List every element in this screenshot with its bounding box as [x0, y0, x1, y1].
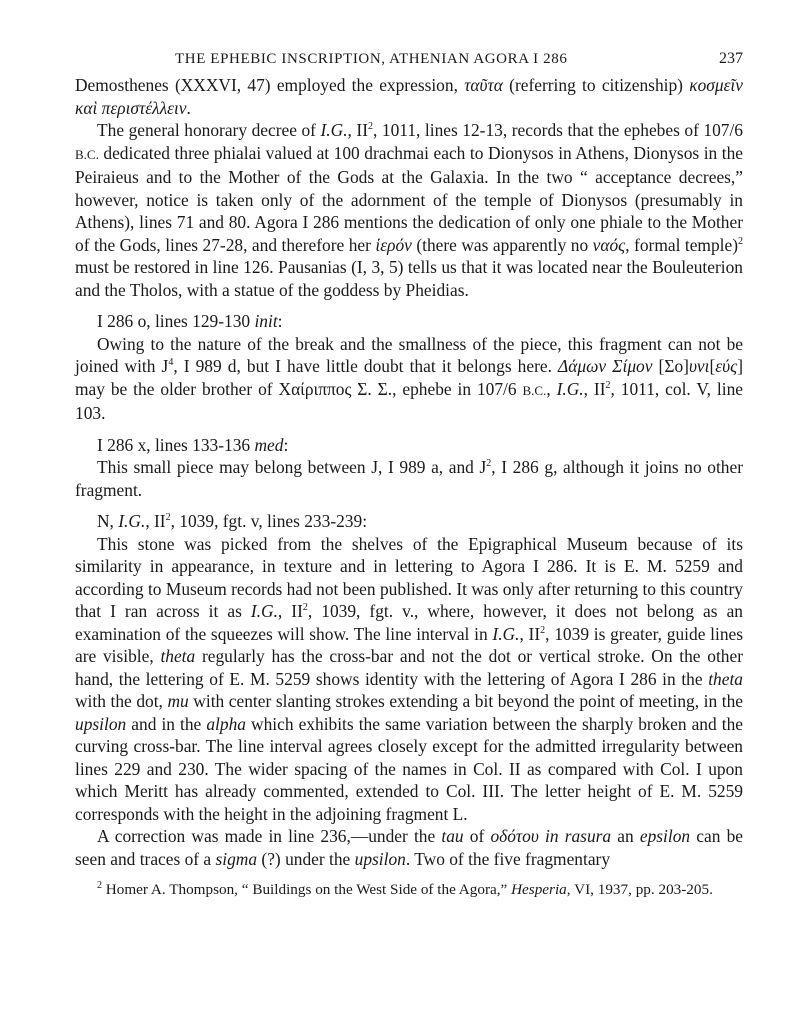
text-run: , II	[583, 378, 606, 399]
text-run: , formal temple)	[625, 234, 738, 255]
text-run: This small piece may belong between J, I 989 a, and J	[97, 457, 487, 477]
paragraph-fragment-x	[75, 456, 743, 501]
text-run: The general honorary decree of	[97, 120, 321, 140]
text-run: Homer A. Thompson, “ Buildings on the West Side of the Agora,”	[102, 881, 512, 898]
text-run: , II	[145, 511, 166, 531]
superscript: 2	[165, 512, 171, 524]
running-head: THE EPHEBIC INSCRIPTION, ATHENIAN AGORA I 286	[175, 51, 568, 67]
italic-text: ἱερόν	[375, 234, 412, 255]
text-run: dedicated three phialai valued at 100 drachmai each to Dionysos in Athens, Dionysos in the Peiraieus and to the Mother of the Gods at the Galaxia. In the two “ acceptance decrees,” however, notice is taken only of the adornment of the temple of Dionysos (presumably in Athens), lines 71 and 80. Agora I 286 mentions the dedication of only one phiale to the Mother of the Gods, lines 27-28, and therefore her	[75, 142, 743, 255]
text-run: regularly has the cross-bar and not the dot or vertical stroke. On the other hand, the lettering of E. M. 5259 shows identity with the lettering of Agora I 286 in the	[75, 646, 743, 689]
text-run: ,	[546, 378, 557, 399]
paragraph-demosthenes	[75, 74, 743, 119]
text-run: , II	[277, 601, 303, 621]
text-run: .	[186, 97, 191, 118]
text-run: I 286 x, lines 133-136	[97, 434, 255, 455]
text-run: :	[277, 311, 283, 331]
text-run: (referring to citizenship)	[502, 75, 690, 95]
text-run: (?) under the	[257, 848, 355, 869]
superscript: 4	[168, 357, 174, 369]
italic-text: Hesperia	[511, 881, 567, 898]
text-run: can be seen and traces of a	[75, 826, 743, 869]
text-run: [Σο]	[652, 356, 689, 376]
italic-text: mu	[167, 691, 189, 711]
text-run: with center slanting strokes extending a bit beyond the point of meeting, in the	[188, 691, 743, 711]
superscript: 2	[540, 624, 546, 636]
text-run: , II	[347, 120, 369, 140]
text-run: an	[611, 826, 640, 846]
text-run: , VI, 1937, pp. 203-205.	[566, 881, 713, 898]
paragraph-correction	[75, 825, 743, 870]
italic-text: upsilon	[75, 713, 127, 734]
text-run: Demosthenes (XXXVI, 47) employed the expression,	[75, 75, 465, 95]
italic-text: I.G.	[320, 120, 348, 140]
paragraph-fragment-n	[75, 533, 743, 826]
text-run: B.C.	[522, 382, 547, 398]
italic-text: υνι	[688, 356, 710, 376]
section-heading-i286-x	[75, 434, 743, 457]
italic-text: εύς	[715, 356, 738, 376]
text-run: with the dot,	[75, 691, 168, 711]
text-run: I 286 o, lines 129-130	[97, 311, 255, 331]
italic-text: ναός	[592, 234, 626, 255]
text-run: . Two of the five fragmentary	[405, 848, 611, 869]
text-run: This stone was picked from the shelves of the Epigraphical Museum because of its similarity in appearance, in texture and in lettering to Agora I 286. It is E. M. 5259 and according to Museum records had not been published. It was only after returning to this country that I ran across it as	[75, 533, 743, 621]
italic-text: I.G.	[556, 378, 584, 399]
italic-text: in rasura	[545, 826, 612, 846]
paragraph-fragment-o	[75, 333, 743, 425]
paragraph-honorary-decree	[75, 119, 743, 301]
text-run: ] may be the older brother of Χαίριππος Σ. Σ., ephebe in 107/6	[75, 356, 743, 399]
text-run: , 1011, col. V, line 103.	[75, 378, 743, 423]
text-run: :	[283, 434, 289, 455]
italic-text: theta	[160, 646, 196, 666]
text-run: A correction was made in line 236,—under the	[97, 826, 442, 846]
italic-text: Δάμων Σίμον	[558, 356, 653, 376]
superscript: 2	[738, 235, 743, 247]
italic-text: tau	[441, 826, 464, 846]
text-run: , I 989 d, but I have little doubt that it belongs here.	[173, 356, 559, 376]
text-run: N,	[97, 511, 119, 531]
text-run: (there was apparently no	[411, 234, 593, 255]
italic-text: upsilon	[354, 848, 406, 869]
italic-text: init	[254, 311, 278, 331]
italic-text: I.G.	[492, 623, 520, 644]
superscript: 2	[302, 602, 308, 614]
section-heading-i286-o	[75, 310, 743, 333]
text-run: and in the	[126, 713, 207, 734]
italic-text: οδότου	[490, 826, 539, 846]
superscript: 2	[368, 121, 374, 133]
italic-text: epsilon	[639, 826, 691, 846]
text-run: Owing to the nature of the break and the smallness of the piece, this fragment can not be joined with J	[75, 333, 743, 376]
text-run: , 1011, lines 12-13, records that the ephebes of 107/6	[373, 120, 744, 140]
page-header	[75, 48, 743, 72]
italic-text: sigma	[215, 848, 258, 869]
italic-text: alpha	[206, 713, 246, 734]
text-run: B.C.	[75, 146, 99, 162]
text-run: , 1039, fgt. v., where, however, it does not belong as an examination of the squeezes will show. The line interval in	[75, 601, 743, 644]
text-run: , 1039 is greater, guide lines are visible,	[75, 623, 744, 666]
text-run: of	[463, 826, 491, 846]
text-run: , I 286 g, although it joins no other fragment.	[75, 457, 743, 500]
italic-text: I.G.	[118, 511, 146, 531]
superscript: 2	[486, 458, 492, 470]
page-number: 237	[719, 50, 743, 67]
text-run: [	[709, 356, 716, 376]
italic-text: ταῦτα	[464, 75, 503, 95]
text-run: must be restored in line 126. Pausanias (I, 3, 5) tells us that it was located near the Bouleuterion and the Tholos, with a statue of the goddess by Pheidias.	[75, 257, 743, 300]
italic-text: theta	[708, 668, 743, 689]
section-heading-fragment-n	[75, 510, 743, 533]
italic-text: med	[254, 434, 284, 455]
text-run: , 1039, fgt. v, lines 233-239:	[170, 511, 368, 531]
superscript: 2	[97, 879, 102, 891]
italic-text: κοσμεῖν καὶ περιστέλλειν	[75, 75, 743, 118]
text-run: , II	[519, 623, 541, 644]
text-run: which exhibits the same variation between the sharply broken and the curving cross-bar. The line interval agrees closely except for the admitted irregularity between lines 229 and 230. The wider spacing of the names in Col. II as compared with Col. I upon which Meritt has already commented, extended to Col. III. The letter height of E. M. 5259 corresponds with the height in the adjoining fragment L.	[75, 713, 743, 824]
italic-text: I.G.	[250, 601, 278, 621]
footnote-2	[75, 880, 743, 899]
superscript: 2	[605, 379, 611, 391]
page	[75, 48, 743, 899]
